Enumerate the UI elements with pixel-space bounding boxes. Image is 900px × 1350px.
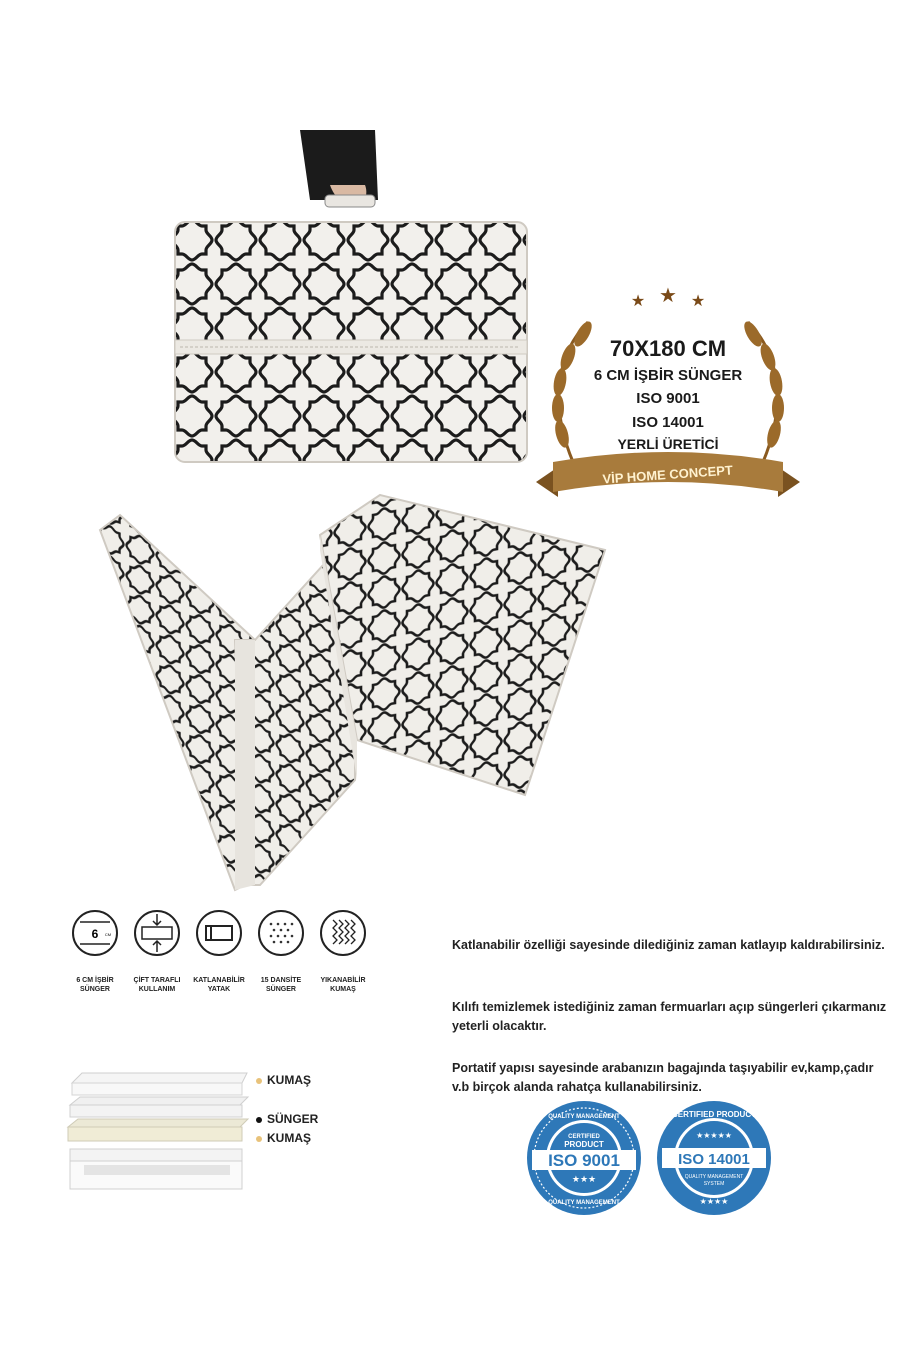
svg-text:★★★★: ★★★★ [699, 1197, 729, 1206]
svg-text:ISO 9001: ISO 9001 [548, 1151, 620, 1170]
layer-label-foam: SÜNGER [256, 1112, 318, 1126]
star-icon: ★ [630, 293, 646, 310]
layer-diagram [62, 1065, 252, 1195]
foldable-bed-icon [194, 908, 244, 958]
feature-icons [62, 908, 372, 1003]
svg-text:ISO 14001: ISO 14001 [678, 1151, 750, 1168]
badge-size-text: 70X180 CM [609, 336, 727, 361]
award-badge [528, 282, 808, 512]
iso14001-seal [654, 1098, 774, 1218]
svg-text:QUALITY MANAGEMENT: QUALITY MANAGEMENT [548, 1200, 620, 1206]
density-foam-icon [256, 908, 306, 958]
star-icon: ★ [659, 285, 677, 307]
badge-foam-text: 6 CM İŞBİR SÜNGER [593, 367, 743, 384]
feature-label-foldable: KATLANABİLİR YATAK [193, 977, 245, 994]
carry-bag-image [170, 130, 530, 465]
svg-text:★★★★★: ★★★★★ [696, 1131, 732, 1140]
badge-iso14001-text: ISO 14001 [632, 414, 704, 431]
svg-text:CERTIFIED: CERTIFIED [568, 1134, 600, 1140]
svg-text:CERTIFIED PRODUCT: CERTIFIED PRODUCT [672, 1110, 756, 1119]
badge-iso9001-text: ISO 9001 [636, 390, 700, 407]
description-portable: Portatif yapısı sayesinde arabanızın bagajında taşıyabilir ev,kamp,çadır v.b birçok alanda rahatça kullanabilirsiniz. [452, 1061, 874, 1095]
feature-label-foam: 6 CM İŞBİR SÜNGER [76, 977, 114, 994]
badge-producer-text: YERLİ ÜRETİCİ [617, 436, 719, 452]
svg-text:SYSTEM: SYSTEM [703, 1181, 725, 1187]
double-sided-icon [132, 908, 182, 958]
star-icon: ★ [690, 293, 706, 310]
layer-label-bottom-fabric: KUMAŞ [256, 1131, 311, 1145]
layer-label-top-fabric: KUMAŞ [256, 1073, 311, 1087]
svg-text:CM: CM [104, 932, 112, 937]
washable-fabric-icon [318, 908, 368, 958]
svg-text:PRODUCT: PRODUCT [564, 1140, 604, 1149]
feature-label-washable: YIKANABİLİR KUMAŞ [320, 977, 366, 994]
description-foldable: Katlanabilir özelliği sayesinde dilediğiniz zaman katlayıp kaldırabilirsiniz. [452, 938, 885, 952]
feature-label-density: 15 DANSİTE SÜNGER [260, 977, 302, 994]
badge-ribbon-text: VİP HOME CONCEPT [602, 462, 734, 487]
svg-text:6: 6 [91, 927, 99, 941]
folded-mattress-image [95, 490, 635, 895]
description-cleaning: Kılıfı temizlemek istediğiniz zaman fermuarları açıp süngerleri çıkarmanız yeterli olacaktır. [452, 1000, 887, 1034]
iso9001-seal [524, 1098, 644, 1218]
foam-thickness-icon [70, 908, 120, 958]
feature-label-double-sided: ÇİFT TARAFLI KULLANIM [133, 977, 181, 994]
svg-text:QUALITY MANAGEMENT: QUALITY MANAGEMENT [548, 1114, 620, 1120]
svg-text:★★★: ★★★ [571, 1174, 597, 1184]
svg-text:QUALITY MANAGEMENT: QUALITY MANAGEMENT [684, 1174, 744, 1180]
